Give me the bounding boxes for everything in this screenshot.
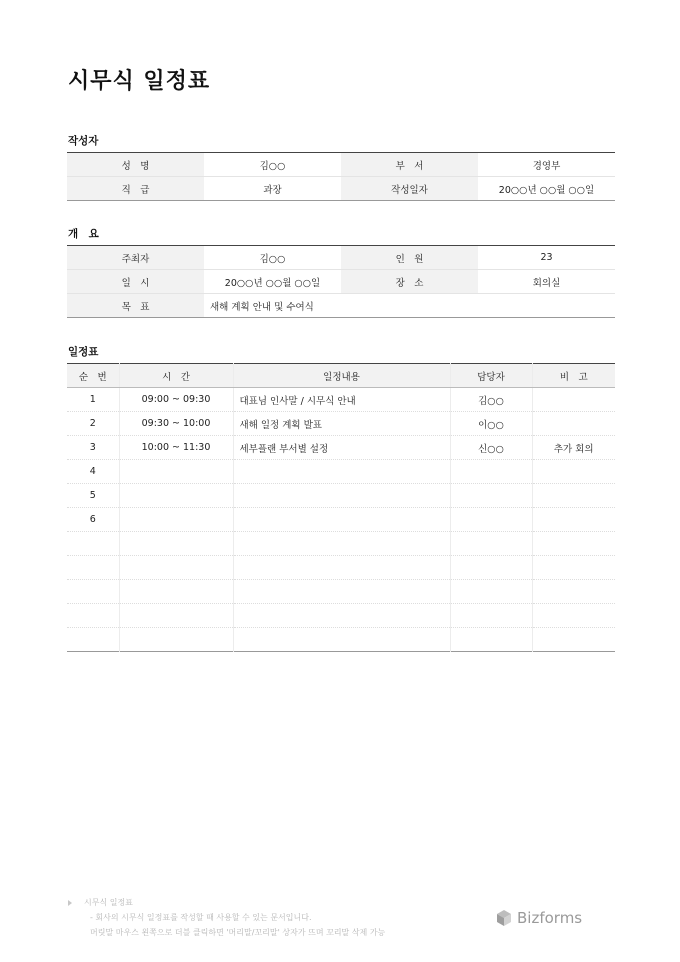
- row-content[interactable]: [233, 628, 450, 652]
- row-note[interactable]: [532, 460, 615, 484]
- row-no[interactable]: 5: [67, 484, 119, 508]
- header-time: 시 간: [119, 364, 233, 388]
- row-note[interactable]: [532, 628, 615, 652]
- header-content: 일정내용: [233, 364, 450, 388]
- row-manager[interactable]: 신○○: [450, 436, 532, 460]
- row-content[interactable]: [233, 532, 450, 556]
- row-no[interactable]: 1: [67, 388, 119, 412]
- row-time[interactable]: [119, 628, 233, 652]
- attendees-value[interactable]: 23: [478, 246, 615, 270]
- row-time[interactable]: [119, 604, 233, 628]
- place-value[interactable]: 회의실: [478, 270, 615, 294]
- row-manager[interactable]: [450, 556, 532, 580]
- row-time[interactable]: [119, 556, 233, 580]
- row-manager[interactable]: [450, 604, 532, 628]
- footer: [68, 895, 385, 940]
- triangle-bullet-icon: [68, 900, 72, 906]
- row-note[interactable]: [532, 580, 615, 604]
- table-row: [67, 460, 615, 484]
- row-time[interactable]: [119, 532, 233, 556]
- row-note[interactable]: [532, 604, 615, 628]
- row-content[interactable]: [233, 556, 450, 580]
- cube-icon: [495, 909, 513, 927]
- page-title: 시무식 일정표: [68, 69, 211, 94]
- row-content[interactable]: [233, 580, 450, 604]
- table-row: [67, 532, 615, 556]
- overview-row: [67, 270, 615, 294]
- bizforms-logo[interactable]: [495, 909, 582, 927]
- goal-value[interactable]: 새해 계획 안내 및 수여식: [210, 301, 314, 313]
- place-label: 장 소: [341, 270, 478, 294]
- row-time[interactable]: 09:00 ~ 09:30: [119, 388, 233, 412]
- row-content[interactable]: 대표님 인사말 / 시무식 안내: [233, 388, 450, 412]
- table-row: [67, 484, 615, 508]
- row-no[interactable]: [67, 604, 119, 628]
- row-manager[interactable]: 김○○: [450, 388, 532, 412]
- row-note[interactable]: [532, 484, 615, 508]
- table-row: [67, 604, 615, 628]
- datetime-label: 일 시: [67, 270, 204, 294]
- footer-hint: 머릿말 마우스 왼쪽으로 더블 클릭하면 '머리말/꼬리말' 상자가 뜨며 꼬리말 삭제 가능: [90, 928, 386, 937]
- row-time[interactable]: [119, 460, 233, 484]
- table-row: [67, 628, 615, 652]
- date-value[interactable]: 20○○년 ○○월 ○○일: [498, 184, 595, 196]
- row-content[interactable]: 세부플랜 부서별 설정: [233, 436, 450, 460]
- footer-description: - 회사의 시무식 일정표를 작성할 때 사용할 수 있는 문서입니다.: [90, 913, 312, 922]
- table-row: [67, 412, 615, 436]
- row-manager[interactable]: [450, 460, 532, 484]
- table-row: [67, 580, 615, 604]
- datetime-value[interactable]: 20○○년 ○○월 ○○일: [204, 270, 341, 294]
- schedule-header-row: [67, 364, 615, 388]
- header-note: 비 고: [532, 364, 615, 388]
- rank-value[interactable]: 과장: [263, 184, 282, 196]
- row-no[interactable]: [67, 580, 119, 604]
- row-manager[interactable]: 이○○: [450, 412, 532, 436]
- row-content[interactable]: [233, 460, 450, 484]
- author-section-label: 작성자: [68, 135, 99, 147]
- row-note[interactable]: [532, 532, 615, 556]
- row-time[interactable]: [119, 508, 233, 532]
- name-label: 성 명: [67, 153, 204, 177]
- row-note[interactable]: [532, 556, 615, 580]
- author-table: [67, 152, 615, 201]
- goal-label: 목 표: [67, 294, 204, 318]
- header-no: 순 번: [67, 364, 119, 388]
- row-manager[interactable]: [450, 508, 532, 532]
- row-time[interactable]: [119, 484, 233, 508]
- table-row: [67, 436, 615, 460]
- schedule-table: [67, 363, 615, 652]
- row-time[interactable]: 10:00 ~ 11:30: [119, 436, 233, 460]
- table-row: [67, 388, 615, 412]
- rank-label: 직 급: [67, 177, 204, 201]
- row-time[interactable]: [119, 580, 233, 604]
- host-label: 주최자: [67, 246, 204, 270]
- row-no[interactable]: [67, 628, 119, 652]
- row-content[interactable]: [233, 484, 450, 508]
- row-note[interactable]: [532, 388, 615, 412]
- row-no[interactable]: 3: [67, 436, 119, 460]
- department-value[interactable]: 경영부: [478, 153, 615, 177]
- row-manager[interactable]: [450, 580, 532, 604]
- row-manager[interactable]: [450, 532, 532, 556]
- overview-row: [67, 294, 615, 318]
- row-no[interactable]: [67, 532, 119, 556]
- footer-title: 시무식 일정표: [84, 898, 133, 907]
- attendees-label: 인 원: [341, 246, 478, 270]
- row-note[interactable]: 추가 회의: [532, 436, 615, 460]
- row-note[interactable]: [532, 508, 615, 532]
- row-content[interactable]: 새해 일정 계획 발표: [233, 412, 450, 436]
- row-no[interactable]: [67, 556, 119, 580]
- host-value[interactable]: 김○○: [204, 246, 341, 270]
- logo-text: Bizforms: [517, 909, 583, 927]
- row-content[interactable]: [233, 604, 450, 628]
- date-label: 작성일자: [341, 177, 478, 201]
- table-row: [67, 508, 615, 532]
- row-no[interactable]: 2: [67, 412, 119, 436]
- row-manager[interactable]: [450, 628, 532, 652]
- overview-section-label: 개 요: [68, 228, 99, 240]
- overview-row: [67, 246, 615, 270]
- row-note[interactable]: [532, 412, 615, 436]
- row-content[interactable]: [233, 508, 450, 532]
- row-no[interactable]: 4: [67, 460, 119, 484]
- row-manager[interactable]: [450, 484, 532, 508]
- row-time[interactable]: 09:30 ~ 10:00: [119, 412, 233, 436]
- overview-table: [67, 245, 615, 318]
- header-manager: 담당자: [450, 364, 532, 388]
- name-value[interactable]: 김○○: [204, 153, 341, 177]
- row-no[interactable]: 6: [67, 508, 119, 532]
- author-row: [67, 153, 615, 177]
- table-row: [67, 556, 615, 580]
- schedule-section-label: 일정표: [68, 346, 99, 358]
- author-row: [67, 177, 615, 201]
- department-label: 부 서: [341, 153, 478, 177]
